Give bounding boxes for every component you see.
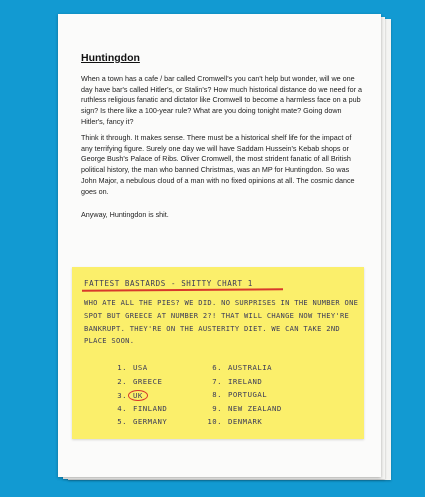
ranking-item bbox=[110, 417, 167, 431]
ranking-list-right bbox=[202, 363, 282, 431]
article-paragraph: Anyway, Huntingdon is shit. bbox=[81, 210, 169, 219]
ranking-item bbox=[202, 417, 282, 431]
note-title-underline bbox=[82, 288, 283, 291]
sticky-note bbox=[72, 267, 364, 439]
ranking-item bbox=[202, 377, 282, 391]
ranking-number: 2. bbox=[117, 376, 127, 386]
ranking-country: GREECE bbox=[133, 376, 163, 386]
circled-ranking-country: UK bbox=[128, 390, 148, 401]
ranking-item bbox=[202, 363, 282, 377]
ranking-list-left bbox=[110, 363, 167, 431]
ranking-number: 9. bbox=[212, 403, 222, 413]
ranking-country: IRELAND bbox=[228, 376, 263, 386]
ranking-country: NEW ZEALAND bbox=[228, 403, 282, 413]
ranking-country: DENMARK bbox=[228, 417, 263, 427]
ranking-country: GERMANY bbox=[133, 417, 168, 427]
note-text: WHO ATE ALL THE PIES? WE DID. NO SURPRISES IN THE NUMBER ONE SPOT BUT GREECE AT NUMBER 2?! THAT WILL CHANGE NOW THEY'RE BANKRUPT. THEY'RE ON THE AUSTERITY DIET. WE CAN TAKE 2ND PLACE SOON. bbox=[84, 298, 359, 346]
article-paragraph: When a town has a cafe / bar called Cromwell's you can't help but wonder, will we one day have bar's called Hitler's, or Stalin's? How much historical distance do we need for a ruthless religious fanatic and dictator like Cromwell to become a harmless face on a pub sign? Is there like a 100-year rule? What are you doing tonight mate? Going down Hitler's, fancy it? bbox=[81, 74, 362, 126]
ranking-number: 3. bbox=[117, 391, 127, 401]
ranking-number: 6. bbox=[212, 363, 222, 372]
ranking-item bbox=[202, 404, 282, 418]
ranking-number: 5. bbox=[117, 417, 127, 427]
article-paragraph: Think it through. It makes sense. There must be a historical shelf life for the impact of any terrifying figure. Surely one day we will have Saddam Hussein's Kebab shops or George Bush's Palace of Ribs. Oliver Cromwell, the most strident fanatic of all British political history, the man who banned Christmas, was an MP for Huntingdon. So was John Major, a nebulous cloud of a man with no fixed opinions at all. The cosmic dance goes on. bbox=[81, 133, 355, 196]
ranking-number: 4. bbox=[117, 403, 127, 413]
ranking-item bbox=[110, 363, 167, 377]
ranking-number: 10. bbox=[207, 417, 222, 427]
ranking-item bbox=[110, 377, 167, 391]
ranking-number: 7. bbox=[212, 376, 222, 386]
ranking-country: AUSTRALIA bbox=[228, 363, 273, 372]
ranking-country: USA bbox=[133, 363, 148, 372]
ranking-item bbox=[110, 390, 167, 404]
ranking-item bbox=[110, 404, 167, 418]
ranking-number: 1. bbox=[117, 363, 127, 372]
article-title: Huntingdon bbox=[81, 52, 140, 64]
ranking-country: PORTUGAL bbox=[228, 390, 268, 400]
ranking-country: FINLAND bbox=[133, 403, 168, 413]
ranking-item bbox=[202, 390, 282, 404]
ranking-number: 8. bbox=[212, 390, 222, 400]
note-title: FATTEST BASTARDS - SHITTY CHART 1 bbox=[84, 279, 253, 288]
